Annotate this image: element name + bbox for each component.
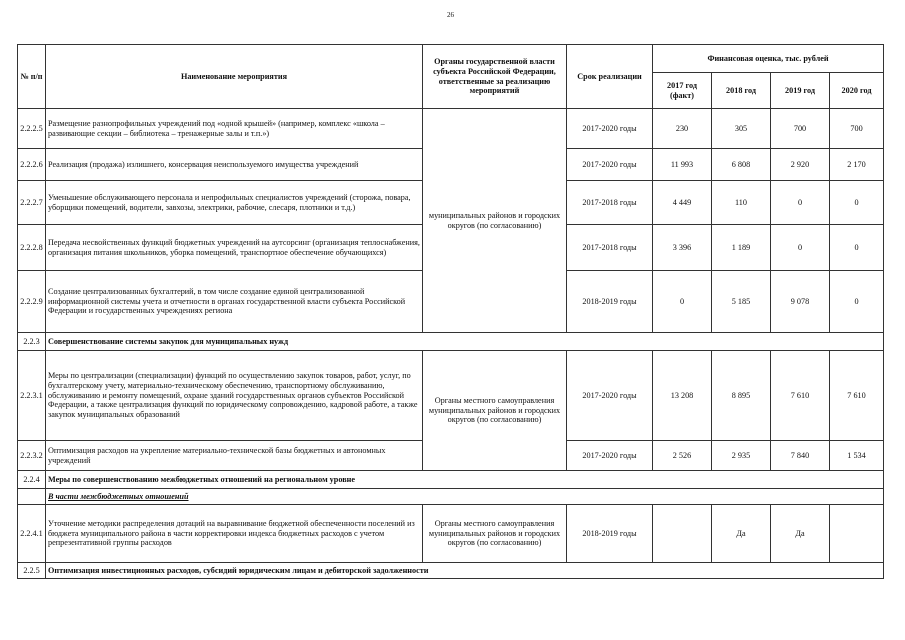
row-value: 0 [771, 181, 830, 225]
section-row [18, 333, 884, 351]
row-value: Да [712, 505, 771, 563]
row-value: 700 [771, 109, 830, 149]
row-name: Размещение разнопрофильных учреждений под «одной крышей» (например, комплекс «школа – развивающие секции – библиотека – тренажерные залы и т.п.») [46, 109, 423, 149]
header-num: № п/п [18, 45, 46, 109]
row-name: Уточнение методики распределения дотаций на выравнивание бюджетной обеспеченности поселений из бюджета муниципального района в части корректировки индекса бюджетных расходов с учетом репрезентативной группы расходов [46, 505, 423, 563]
row-value: 0 [830, 181, 884, 225]
row-value: 110 [712, 181, 771, 225]
header-year-2020: 2020 год [830, 73, 884, 109]
row-value: 0 [830, 225, 884, 271]
row-name: Меры по централизации (специализации) функций по осуществлению закупок товаров, работ, услуг, по бухгалтерскому учету, материально-техническому обеспечению, транспортному обслуживанию, обслуживанию и ремонту помещений, охране зданий государственных органов субъектов Российской Федерации, а также централизация функций по юридическому сопровождению, кадровой работе, а также закупок муниципальных образований [46, 351, 423, 441]
row-org: Органы местного самоуправления муниципальных районов и городских округов (по согласованию) [423, 505, 567, 563]
row-value: 700 [830, 109, 884, 149]
row-period: 2018-2019 годы [567, 271, 653, 333]
row-value: 4 449 [653, 181, 712, 225]
header-org: Органы государственной власти субъекта Российской Федерации, ответственные за реализацию мероприятий [423, 45, 567, 109]
row-value: 0 [830, 271, 884, 333]
row-period: 2017-2018 годы [567, 181, 653, 225]
measures-table [17, 44, 884, 579]
header-year-2019: 2019 год [771, 73, 830, 109]
row-name: Оптимизация расходов на укрепление материально-технической базы бюджетных и автономных учреждений [46, 441, 423, 471]
row-value: 9 078 [771, 271, 830, 333]
row-num: 2.2.2.5 [18, 109, 46, 149]
table-row [18, 351, 884, 441]
header-period: Срок реализации [567, 45, 653, 109]
row-org: Органы местного самоуправления муниципальных районов и городских округов (по согласованию) [423, 351, 567, 471]
section-title: Меры по совершенствованию межбюджетных отношений на региональном уровне [46, 471, 884, 489]
row-value: 305 [712, 109, 771, 149]
table-row [18, 505, 884, 563]
row-org: муниципальных районов и городских округов (по согласованию) [423, 109, 567, 333]
row-value: 0 [653, 271, 712, 333]
row-value: 1 189 [712, 225, 771, 271]
section-num: 2.2.4 [18, 471, 46, 489]
row-value: 7 840 [771, 441, 830, 471]
row-value: 3 396 [653, 225, 712, 271]
row-value: 2 935 [712, 441, 771, 471]
section-num: 2.2.3 [18, 333, 46, 351]
header-year-2018: 2018 год [712, 73, 771, 109]
header-year-2017: 2017 год (факт) [653, 73, 712, 109]
row-value: 0 [771, 225, 830, 271]
row-value: 6 808 [712, 149, 771, 181]
page-number: 26 [447, 11, 454, 19]
row-period: 2017-2020 годы [567, 441, 653, 471]
row-value: 13 208 [653, 351, 712, 441]
row-name: Передача несвойственных функций бюджетных учреждений на аутсорсинг (организация теплоснабжения, организация питания школьников, уборка помещений, транспортное обеспечение обучающихся) [46, 225, 423, 271]
row-num: 2.2.3.2 [18, 441, 46, 471]
header-name: Наименование мероприятия [46, 45, 423, 109]
row-value [653, 505, 712, 563]
row-value: 2 526 [653, 441, 712, 471]
row-name: Создание централизованных бухгалтерий, в том числе создание единой централизованной информационной системы учета и отчетности в органах государственной власти субъекта Российской Федерации и государственных учреждениях региона [46, 271, 423, 333]
header-row-1 [18, 45, 884, 73]
row-period: 2017-2020 годы [567, 149, 653, 181]
row-name: Уменьшение обслуживающего персонала и непрофильных специалистов учреждений (сторожа, повара, уборщики помещений, водители, завхозы, электрики, рабочие, слесаря, плотники и т.д.) [46, 181, 423, 225]
row-value: 1 534 [830, 441, 884, 471]
header-finance: Финансовая оценка, тыс. рублей [653, 45, 884, 73]
section-num: 2.2.5 [18, 563, 46, 579]
row-num: 2.2.2.7 [18, 181, 46, 225]
row-value: 8 895 [712, 351, 771, 441]
section-title: Совершенствование системы закупок для муниципальных нужд [46, 333, 884, 351]
row-num: 2.2.2.6 [18, 149, 46, 181]
row-name: Реализация (продажа) излишнего, консервация неиспользуемого имущества учреждений [46, 149, 423, 181]
row-num: 2.2.2.9 [18, 271, 46, 333]
row-num: 2.2.2.8 [18, 225, 46, 271]
section-title: Оптимизация инвестиционных расходов, субсидий юридическим лицам и дебиторской задолженности [46, 563, 884, 579]
row-value: 2 170 [830, 149, 884, 181]
row-period: 2017-2018 годы [567, 225, 653, 271]
row-period: 2017-2020 годы [567, 109, 653, 149]
row-value: 7 610 [830, 351, 884, 441]
section-row [18, 471, 884, 489]
row-num: 2.2.4.1 [18, 505, 46, 563]
table-row [18, 109, 884, 149]
subsection-row [18, 489, 884, 505]
row-period: 2017-2020 годы [567, 351, 653, 441]
row-value: 11 993 [653, 149, 712, 181]
row-value [830, 505, 884, 563]
row-value: 230 [653, 109, 712, 149]
row-num: 2.2.3.1 [18, 351, 46, 441]
row-value: 2 920 [771, 149, 830, 181]
row-period: 2018-2019 годы [567, 505, 653, 563]
section-row [18, 563, 884, 579]
row-value: 7 610 [771, 351, 830, 441]
subsection-title: В части межбюджетных отношений [46, 489, 884, 505]
row-value: 5 185 [712, 271, 771, 333]
row-value: Да [771, 505, 830, 563]
